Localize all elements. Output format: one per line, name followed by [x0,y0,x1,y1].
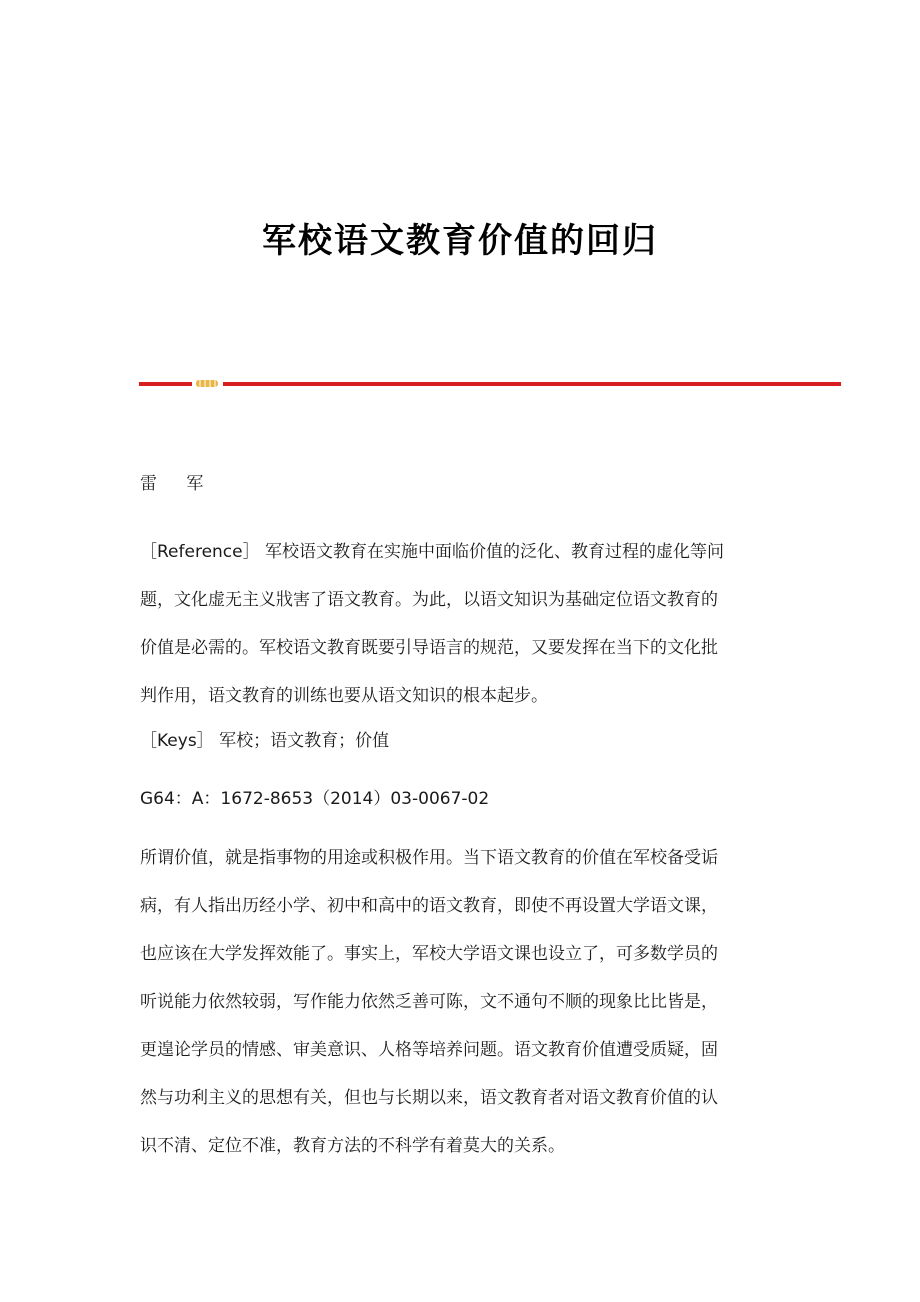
divider-bar-left [139,382,192,386]
divider-ornament-icon [196,380,218,387]
body-line: 病，有人指出历经小学、初中和高中的语文教育，即使不再设置大学语文课， [140,896,718,916]
body-line: 然与功利主义的思想有关，但也与长期以来，语文教育者对语文教育价值的认 [140,1088,718,1108]
abstract-text: 军校语文教育在实施中面临价值的泛化、教育过程的虚化等问 [265,542,725,562]
abstract-paragraph [140,528,780,720]
body-paragraph [140,834,780,1170]
body-line: 所谓价值，就是指事物的用途或积极作用。当下语文教育的价值在军校备受诟 [140,848,718,868]
keywords-text: 军校；语文教育；价值 [219,731,390,751]
abstract-line: 题，文化虚无主义戕害了语文教育。为此，以语文知识为基础定位语文教育的 [140,590,718,610]
classification-code: G64：A：1672-8653（2014）03-0067-02 [140,789,490,809]
abstract-label: ［Reference］ [140,542,260,562]
body-line: 更遑论学员的情感、审美意识、人格等培养问题。语文教育价值遭受质疑，固 [140,1040,718,1060]
body-line: 听说能力依然较弱，写作能力依然乏善可陈，文不通句不顺的现象比比皆是， [140,992,718,1012]
title-divider [139,380,841,387]
abstract-line [140,528,780,576]
abstract-line: 判作用，语文教育的训练也要从语文知识的根本起步。 [140,686,548,706]
author-name: 雷 军 [140,474,216,494]
body-line: 识不清、定位不准，教育方法的不科学有着莫大的关系。 [140,1136,565,1156]
keywords-paragraph [140,729,780,753]
document-title: 军校语文教育价值的回归 [262,221,658,261]
keywords-label: ［Keys］ [140,731,214,751]
body-line: 也应该在大学发挥效能了。事实上，军校大学语文课也设立了，可多数学员的 [140,944,718,964]
divider-bar-right [223,382,841,386]
abstract-line: 价值是必需的。军校语文教育既要引导语言的规范，又要发挥在当下的文化批 [140,638,718,658]
